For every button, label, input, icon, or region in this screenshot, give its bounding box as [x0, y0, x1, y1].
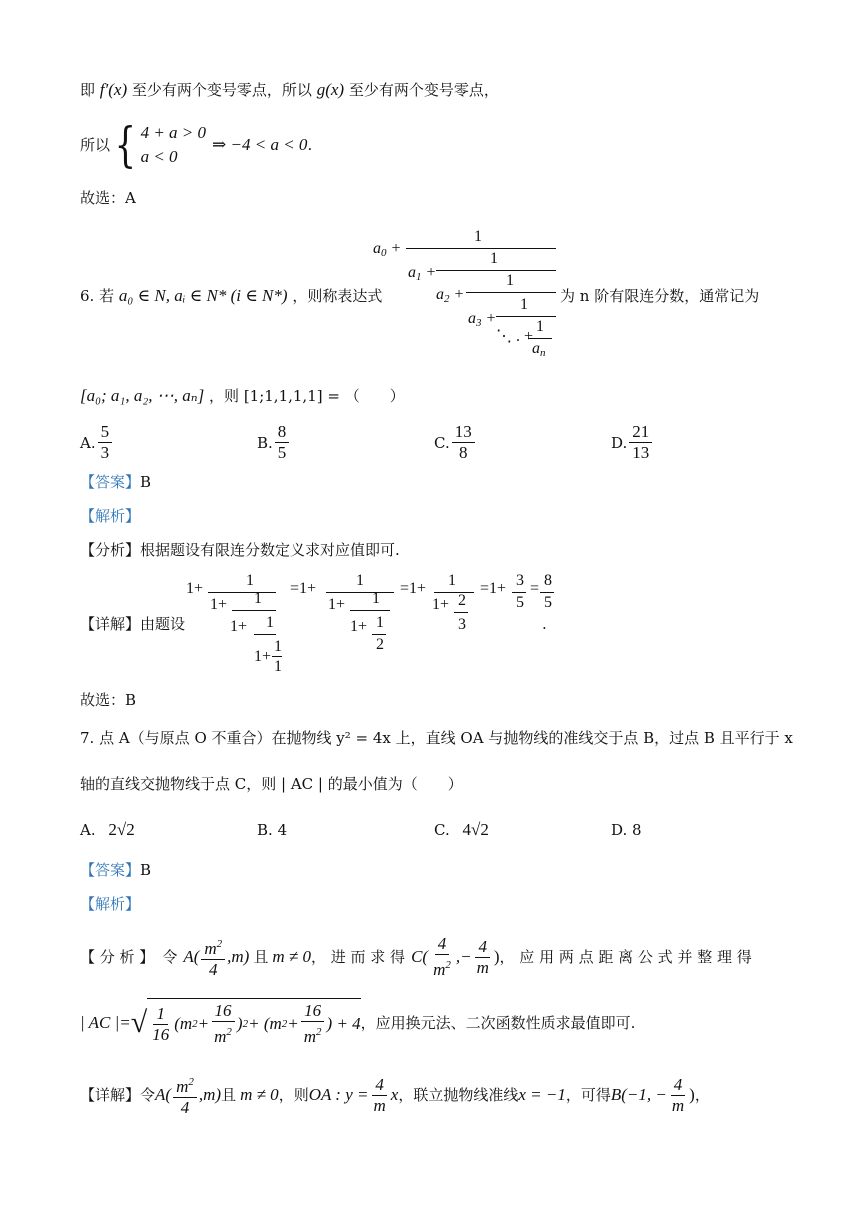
fraction: $\frac{8}{5}$	[275, 422, 290, 463]
q7-option-b[interactable]: B. 4	[257, 821, 288, 839]
q6-option-c[interactable]: C. $\frac{13}{8}$	[434, 422, 477, 463]
detail-computation: 1+ 1 1+ 1 1+ 1 1+ 1 1 =1+ 1 1+ 1 1+ 1 2 =1+ 1 1+ 2 3 =1+ 3 5 = 8 5	[186, 572, 552, 675]
cf-term: $a_n$	[532, 340, 546, 359]
math: a₀ ∈ N, aᵢ ∈ N* (i ∈ N*)	[118, 286, 288, 305]
text: 6. 若	[80, 287, 115, 305]
q7-ac-formula: | AC |= √ $\frac{1}{16}$ (m 2 + $\frac{16}{m^2}$ ) 2 + (m 2 + $\frac{16}{m^2}$ ) + 4 ，应用换元法、二次函数性质求最值即可.	[80, 998, 635, 1047]
text: 所以	[80, 136, 111, 154]
math: [a₀; a₁, a₂, ⋯, aₙ]	[80, 386, 205, 405]
q7-fenxi: 【 分 析 】 令 A( $\frac{m^2}{4}$ ,m) 且 m ≠ 0 ， 进 而 求 得 C( $\frac{4}{m^2}$ ,− $\frac{4}{m}$ ) ， 应 用 两 点 距 离 公 式 并 整 理 得	[80, 934, 752, 979]
q6-option-b[interactable]: B. $\frac{8}{5}$	[257, 422, 291, 463]
q7-option-a[interactable]: A. 2√2	[80, 820, 135, 839]
fraction-line	[436, 270, 556, 271]
math: ⇒ −4 < a < 0	[212, 135, 308, 154]
q6-answer: 【答案】B	[80, 473, 152, 491]
q6-analysis-tag: 【解析】	[80, 507, 141, 525]
text-line-1	[80, 80, 499, 100]
text: 至少有两个变号零点，	[348, 81, 499, 99]
cf-term: $a_2$ +	[436, 286, 465, 305]
text: .	[307, 136, 313, 154]
inequality-system	[141, 121, 206, 169]
q6-option-d[interactable]: D. $\frac{21}{13}$	[611, 422, 654, 463]
q6-notation-line	[80, 386, 405, 406]
fraction-line	[528, 338, 552, 339]
q6-stem-suffix: 为 n 阶有限连分数，通常记为	[560, 287, 760, 305]
fraction: $\frac{21}{13}$	[629, 422, 652, 463]
q7-line-1: 7. 点 A（与原点 O 不重合）在抛物线 y² = 4x 上，直线 OA 与抛物线的准线交于点 B，过点 B 且平行于 x	[80, 729, 793, 747]
text: ，则称表达式	[292, 287, 383, 305]
fraction: $\frac{13}{8}$	[452, 422, 475, 463]
math: g(x)	[316, 80, 345, 99]
q7-option-c[interactable]: C. 4√2	[434, 820, 489, 839]
text-line-2	[80, 117, 313, 173]
q6-final: 故选：B	[80, 691, 137, 709]
inequality: a < 0	[140, 147, 178, 166]
text: ，则 [1;1,1,1,1] = （ ）	[209, 387, 405, 405]
q6-detail-label: 【详解】由题设	[80, 615, 186, 633]
cf-num: 1	[506, 272, 514, 289]
cf-num: 1	[490, 250, 498, 267]
cf-num: 1	[474, 228, 482, 245]
fraction-line	[406, 248, 556, 249]
cf-num: 1	[520, 296, 528, 313]
fraction-line	[466, 292, 556, 293]
period: .	[542, 615, 547, 633]
q6-stem	[80, 286, 382, 306]
q7-option-d[interactable]: D. 8	[611, 821, 642, 839]
cf-term: $a_3$ +	[468, 310, 497, 329]
fraction: $\frac{5}{3}$	[98, 422, 113, 463]
q6-option-a[interactable]: A. $\frac{5}{3}$	[80, 422, 114, 463]
text: 至少有两个变号零点，所以	[131, 81, 312, 99]
q7-analysis-tag: 【解析】	[80, 895, 141, 913]
cf-num: 1	[536, 318, 544, 335]
q7-detail: 【详解】 令 A( $\frac{m^2}{4}$ ,m) 且 m ≠ 0 ，则 OA : y = $\frac{4}{m}$ x ，联立抛物线准线 x = −1 ，可得 B(−1, − $\frac{4}{m}$ ) ，	[80, 1072, 710, 1118]
q6-fenxi: 【分析】根据题设有限连分数定义求对应值即可.	[80, 541, 400, 559]
text: 即	[80, 81, 96, 99]
text-line-3: 故选：A	[80, 189, 136, 207]
q7-line-2: 轴的直线交抛物线于点 C，则 | AC | 的最小值为（ ）	[80, 775, 463, 793]
continued-fraction	[370, 226, 560, 366]
cf-term: ⋱ . +	[496, 328, 534, 345]
inequality: 4 + a > 0	[140, 123, 207, 142]
math: f′(x)	[99, 80, 128, 99]
brace-symbol: {	[114, 117, 136, 173]
cf-term: $a_0$ +	[373, 240, 402, 259]
q7-answer: 【答案】B	[80, 861, 152, 879]
fraction-line	[496, 316, 556, 317]
cf-term: $a_1$ +	[408, 264, 437, 283]
